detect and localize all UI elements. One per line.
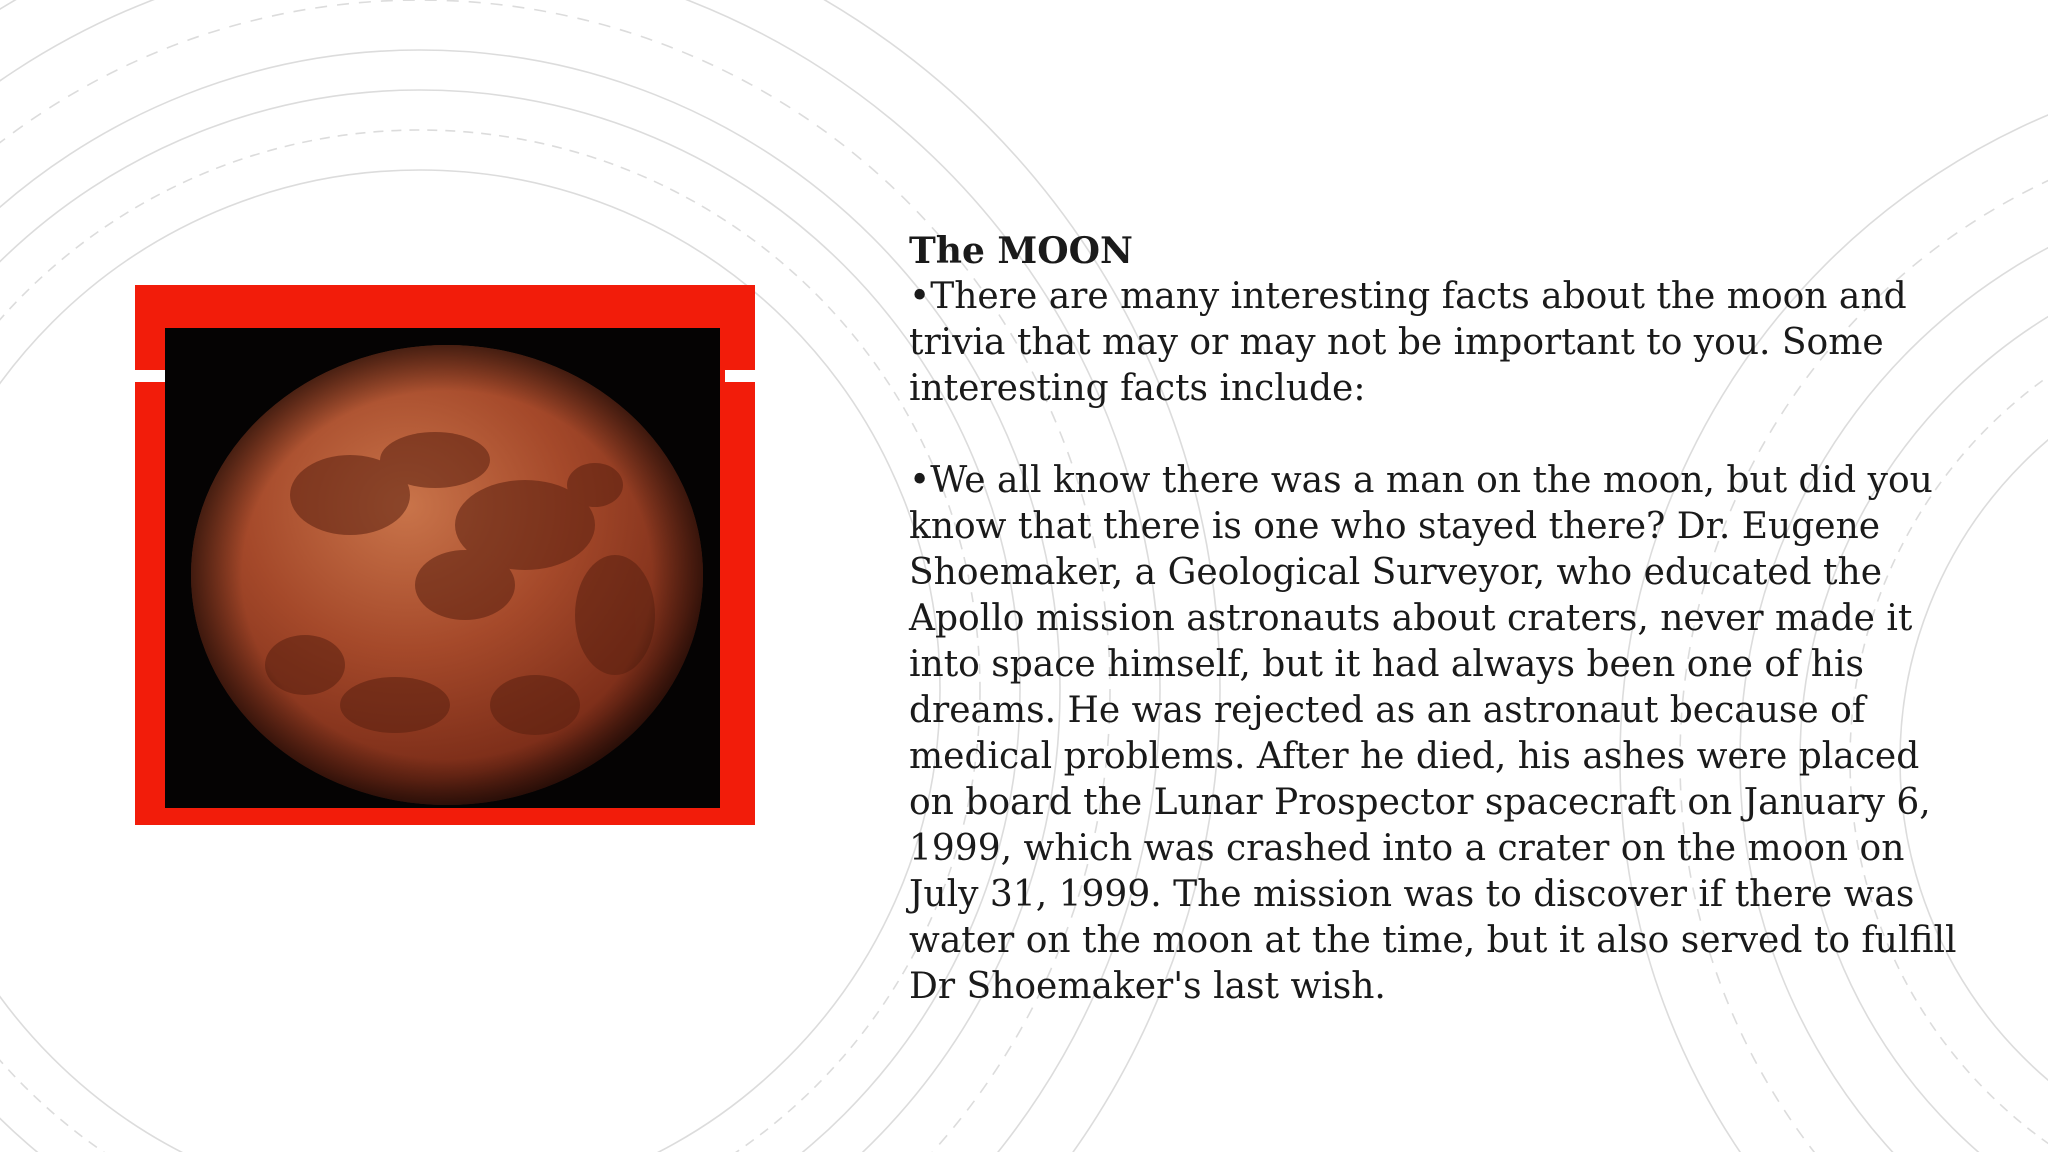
paragraph-shoemaker: •We all know there was a man on the moon, but did you know that there is one who stayed there? Dr. Eugene Shoemaker, a Geological Surveyor, who educated the Apollo mission astronauts about craters, never made it into space himself, but it had always been one of his dreams. He was rejected as an astronaut because of medical problems. After he died, his ashes were placed on board the Lunar Prospector spacecraft on January 6, 1999, which was crashed into a crater on the moon on July 31, 1999. The mission was to discover if there was water on the moon at the time, but it also served to fulfill Dr Shoemaker's last wish. [909, 460, 1957, 1007]
paragraph-intro: •There are many interesting facts about the moon and trivia that may or may not be important to you. Some interesting facts include: [909, 276, 1907, 409]
frame-notch-left [135, 370, 165, 382]
slide-title: The MOON [909, 230, 1133, 272]
moon-photo [135, 285, 755, 825]
paragraph-gap [909, 412, 1969, 458]
frame-notch-right [725, 370, 755, 382]
moon-limb-shade [191, 345, 703, 805]
slide-text [909, 228, 1969, 1010]
image-frame [135, 285, 755, 825]
